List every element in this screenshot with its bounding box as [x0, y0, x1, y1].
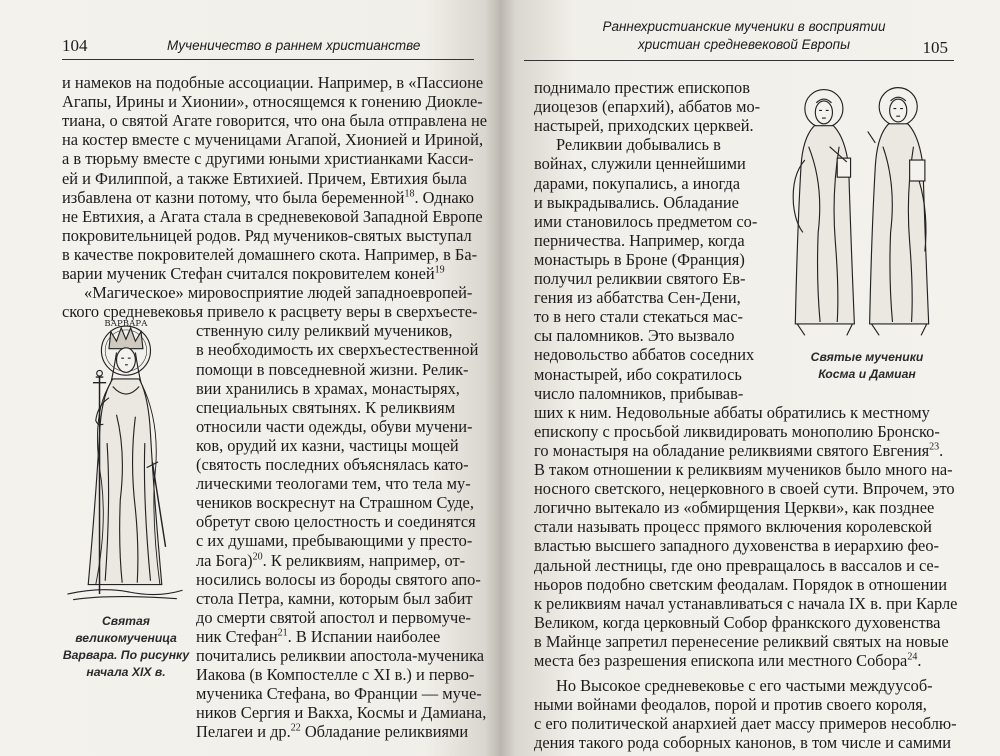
text-line: относили части одежды, обуви мучени-: [196, 416, 473, 436]
text-line: логично вытекало из «обмирщения Церкви», как позднее: [534, 498, 935, 518]
text-line: не Евтихия, а Агата стала в средневековой Западной Европе: [62, 206, 483, 226]
text-run: ников Сергия и Вакха, Космы и Дамиана,: [196, 703, 487, 723]
text-run: Иакова (в Компостелле с XI в.) и перво-: [196, 665, 475, 685]
text-line: Великом, когда церковный Собор франкского духовенства: [534, 612, 941, 632]
text-line: В таком отношении к реликвиям мучеников было много на-: [534, 460, 953, 479]
saint-barbara-illustration: [60, 311, 190, 611]
footnote-ref[interactable]: 18: [404, 188, 415, 200]
text-line: то в него стали стекаться мас-: [534, 307, 743, 327]
text-line: а в тюрьму вместе с другими юными христианками Касси-: [62, 149, 474, 169]
text-run: почитались реликвии апостола-мученика: [196, 646, 485, 665]
text-run: варии мученик Стефан считался покровителем коней: [62, 264, 435, 283]
text-line: получил реликвии святого Ев-: [534, 269, 746, 288]
left-running-title: Мученичество в раннем христианстве: [167, 38, 421, 53]
text-line: [534, 441, 943, 461]
footnote-ref[interactable]: 23: [929, 441, 940, 453]
text-line: [534, 714, 957, 734]
text-line: Реликвии добывались в: [556, 135, 721, 155]
text-run: в Майнце запретил перенесение реликвий святых на новые: [534, 631, 949, 651]
caption-line: Косма и Дамиан: [818, 367, 916, 382]
text-line: [62, 188, 474, 208]
text-line: лическими теологами тем, что тела му-: [196, 474, 471, 494]
text-line: к реликвиям начал устанавливаться с начала IX в. при Карле: [534, 593, 958, 613]
text-line: чеников воскреснут на Страшном Суде,: [196, 493, 474, 513]
right-page-number: 105: [922, 38, 948, 57]
text-line: епископу с просьбой ликвидировать монополию Бронско-: [534, 421, 940, 441]
text-line: на костер вместе с мученицами Агапой, Хионией и Ириной,: [62, 130, 484, 150]
right-running-title: [594, 18, 894, 54]
text-line: перничества. Например, когда: [534, 230, 745, 250]
text-line: дарами, покупались, а иногда: [534, 173, 741, 193]
right-running-header: [524, 14, 954, 61]
text-line: помощи в повседневной жизни. Релик-: [196, 359, 469, 379]
text-line: [196, 703, 486, 723]
text-line: [196, 551, 465, 571]
text-line: число паломников, прибывав-: [534, 383, 744, 403]
text-run: места без разрешения епископа или местного Собора: [534, 651, 908, 670]
text-line: поднимало престиж епископов: [534, 78, 750, 97]
text-line: дальной лестницы, где оно превращалось в вассалов и се-: [534, 555, 940, 575]
text-line: [196, 665, 474, 685]
text-run: ла Бога): [196, 550, 253, 570]
text-run: дения такого рода соборных канонов, в том числе и самими: [534, 733, 952, 753]
text-line: гения из аббатства Сен-Дени,: [534, 288, 741, 308]
text-line: Агапы, Ирины и Хионии», относящемся к гонению Диокле-: [62, 92, 483, 112]
text-line: вии хранились в храмах, монастырях,: [196, 378, 460, 398]
text-line: стали называть процесс прямого включения королевской: [534, 517, 932, 537]
right-page: [500, 0, 1000, 756]
text-run: го монастыря на обладание реликвиями святого Евгения: [534, 440, 930, 460]
text-line: монастырей, ибо сократилось: [534, 364, 742, 384]
text-run: Но Высокое средневековье с его частыми междуусоб-: [556, 676, 933, 696]
text-line: настырей, приходских церквей.: [534, 116, 754, 136]
text-line: ньоров подобно светским феодалам. Порядок в отношении: [534, 574, 948, 594]
text-line: ков, орудий их казни, частицы мощей: [196, 435, 459, 455]
running-title-line: Раннехристианские мученики в восприятии: [602, 19, 886, 34]
text-line: и намеков на подобные ассоциации. Например, в «Пассионе: [62, 73, 484, 92]
text-run: . В Испании наиболее: [287, 626, 441, 646]
text-line: места без разрешения епископа или местного Собора$^{24}$.: [534, 651, 922, 670]
text-line: носного светского, нецерковного в своей сути. Впрочем, это: [534, 479, 955, 499]
left-page-number: 104: [62, 36, 88, 55]
left-running-header: [62, 33, 474, 60]
caption-line: Святые мученики: [810, 350, 924, 365]
text-line: в качестве покровителей домашнего скота. Например, в Ба-: [62, 244, 478, 264]
text-line: и выкрадывались. Обладание: [534, 192, 739, 212]
text-line: ского средневековья привело к расцвету веры в сверхъесте-: [62, 302, 478, 322]
text-line: монастырь в Броне (Франция): [534, 249, 745, 269]
text-line: покровительницей родов. Ряд мучеников-святых выступал: [62, 225, 472, 245]
text-line: обретут свою целостность и соединятся: [196, 512, 476, 532]
text-line: ими становилось предметом со-: [534, 211, 758, 231]
text-line: специальных святынях. К реликвиям: [196, 397, 456, 417]
text-line: [196, 627, 440, 647]
text-line: [534, 632, 949, 652]
text-line: недовольство аббатов соседних: [534, 345, 755, 365]
figure-caption-left: [58, 613, 194, 681]
caption-line: великомученица: [75, 631, 177, 646]
text-run: . К реликвиям, например, от-: [262, 550, 466, 570]
text-line: с их душами, пребывающими у престо-: [196, 531, 473, 551]
text-line: сы паломников. Это вызвало: [534, 326, 735, 346]
running-title-line: христиан средневековой Европы: [637, 37, 851, 52]
text-line: войнах, служили ценнейшими: [534, 154, 746, 174]
figure-inscription: ВАРВАРА: [104, 319, 148, 330]
caption-line: Святая: [102, 614, 150, 629]
saints-cosmas-damian-illustration: [772, 80, 952, 342]
text-line: [196, 684, 482, 704]
text-line: властью высшего западного духовенства в иерархию фео-: [534, 536, 939, 556]
text-line: до смерти святой апостол и первомуче-: [196, 607, 471, 627]
text-run: .: [939, 440, 944, 460]
text-line: тиана, о святой Агате говорится, что она была отправлена не: [62, 111, 487, 131]
footnote-ref[interactable]: 24: [907, 651, 918, 663]
text-line: [196, 722, 468, 742]
footnote-ref[interactable]: 20: [252, 551, 263, 563]
text-line: диоцезов (епархий), аббатов мо-: [534, 97, 761, 117]
text-run: . Однако: [414, 187, 474, 207]
figure-caption-right: [782, 349, 952, 383]
footnote-ref[interactable]: 21: [277, 627, 288, 639]
text-run: мученика Стефана, во Франции — муче-: [196, 684, 482, 704]
text-run: с его политической анархией дает массу примеров несоблю-: [534, 714, 957, 734]
text-line: [62, 264, 445, 284]
text-line: ственную силу реликвий мучеников,: [196, 321, 453, 341]
text-run: Обладание реликвиями: [300, 722, 469, 742]
footnote-ref[interactable]: 19: [434, 264, 445, 276]
text-line: стола Петра, камни, которым был забит: [196, 588, 473, 608]
text-run: ными войнами феодалов, порой и против своего короля,: [534, 695, 927, 715]
text-line: [534, 733, 951, 753]
text-line: (святость последних объяснялась като-: [196, 455, 469, 474]
text-line: ших к ним. Недовольные аббаты обратились к местному: [534, 402, 930, 422]
text-line: [556, 676, 933, 696]
text-line: ей и Филиппой, а также Евтихией. Причем, Евтихия была: [62, 168, 467, 188]
caption-line: начала XIX в.: [86, 665, 166, 680]
text-run: Пелагеи и др.: [196, 722, 291, 742]
footnote-ref[interactable]: 22: [290, 722, 301, 734]
text-line: носились волосы из бороды святого апо-: [196, 569, 481, 589]
text-line: «Магическое» мировосприятие людей западноевропей-: [84, 283, 473, 303]
text-line: [196, 646, 484, 666]
text-line: в необходимость их сверхъестественной: [196, 340, 479, 360]
text-line: [534, 695, 927, 715]
caption-line: Варвара. По рисунку: [62, 648, 190, 663]
text-run: избавлена от казни потому, что была беременной: [62, 187, 405, 207]
text-run: ник Стефан: [196, 626, 278, 646]
